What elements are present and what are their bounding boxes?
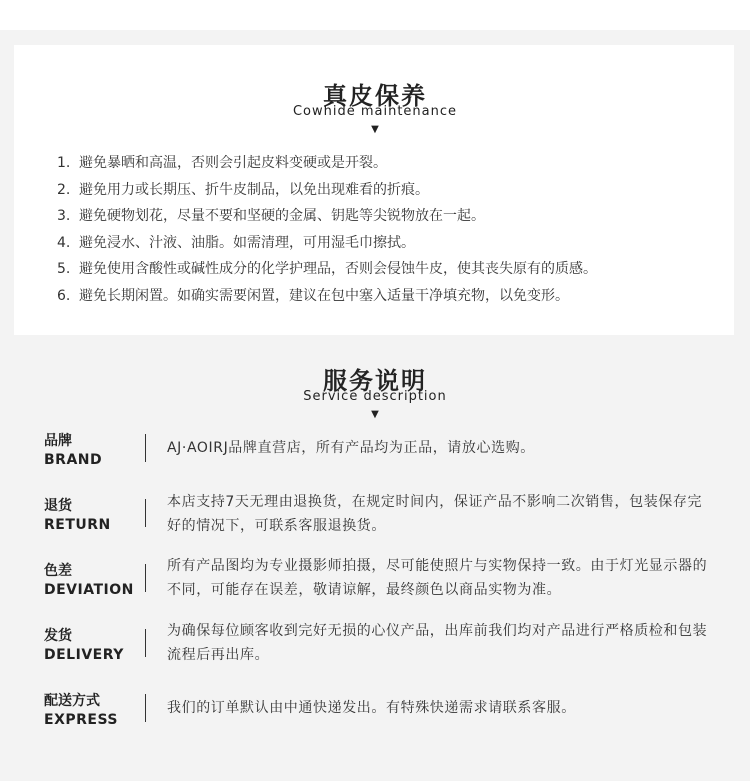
label-cn: 配送方式 (44, 693, 100, 709)
row-label (44, 627, 124, 665)
item-number: 4. (57, 234, 71, 251)
item-number: 5. (57, 261, 71, 278)
row-label (44, 562, 134, 600)
divider (145, 499, 146, 527)
item-text: 避免使用含酸性或碱性成分的化学护理品，否则会侵蚀牛皮，使其丧失原有的质感。 (79, 261, 597, 278)
label-en: RETURN (44, 517, 111, 533)
service-arrow-icon: ▼ (371, 409, 379, 420)
list-item (57, 230, 597, 257)
list-item (57, 256, 597, 283)
label-en: DEVIATION (44, 582, 134, 598)
care-list (57, 150, 597, 310)
label-en: BRAND (44, 452, 103, 468)
item-text: 避免暴晒和高温，否则会引起皮料变硬或是开裂。 (79, 155, 387, 171)
item-text: 避免硬物划花，尽量不要和坚硬的金属、钥匙等尖锐物放在一起。 (79, 208, 485, 225)
label-cn: 色差 (44, 563, 72, 579)
divider (145, 629, 146, 657)
item-number: 3. (57, 208, 71, 225)
care-title: 真皮保养 (323, 82, 427, 110)
row-text: 本店支持7天无理由退换货，在规定时间内，保证产品不影响二次销售，包装保存完好的情况下，可联系客服退换货。 (167, 494, 703, 534)
item-number: 1. (57, 155, 71, 171)
item-number: 6. (57, 287, 71, 304)
list-item (57, 150, 597, 177)
label-cn: 退货 (44, 498, 72, 514)
service-subtitle: Service description (303, 389, 447, 404)
row-text: 所有产品图均为专业摄影师拍摄，尽可能使照片与实物保持一致。由于灯光显示器的不同，可能存在误差，敬请谅解，最终颜色以商品实物为准。 (167, 558, 708, 598)
row-label (44, 497, 111, 535)
row-label (44, 432, 102, 470)
label-cn: 发货 (44, 628, 72, 644)
list-item (57, 283, 597, 310)
divider (145, 694, 146, 722)
service-title: 服务说明 (323, 367, 427, 395)
item-text: 避免长期闲置。如确实需要闲置，建议在包中塞入适量干净填充物，以免变形。 (79, 287, 569, 304)
item-text: 避免浸水、汁液、油脂。如需清理，可用湿毛巾擦拭。 (79, 234, 415, 251)
list-item (57, 177, 597, 204)
label-cn: 品牌 (44, 433, 72, 449)
item-text: 避免用力或长期压、折牛皮制品，以免出现难看的折痕。 (79, 181, 429, 198)
divider (145, 434, 146, 462)
care-arrow-icon: ▼ (371, 124, 379, 135)
top-band (0, 0, 750, 30)
row-text: AJ·AOIRJ品牌直营店，所有产品均为正品，请放心选购。 (167, 440, 535, 456)
row-text: 为确保每位顾客收到完好无损的心仪产品，出库前我们均对产品进行严格质检和包装流程后再出库。 (167, 623, 708, 663)
label-en: DELIVERY (44, 647, 124, 663)
divider (145, 564, 146, 592)
label-en: EXPRESS (44, 712, 118, 728)
row-label (44, 692, 118, 730)
item-number: 2. (57, 181, 71, 198)
row-text: 我们的订单默认由中通快递发出。有特殊快递需求请联系客服。 (167, 700, 576, 716)
care-subtitle: Cowhide maintenance (292, 104, 458, 119)
list-item (57, 203, 597, 230)
